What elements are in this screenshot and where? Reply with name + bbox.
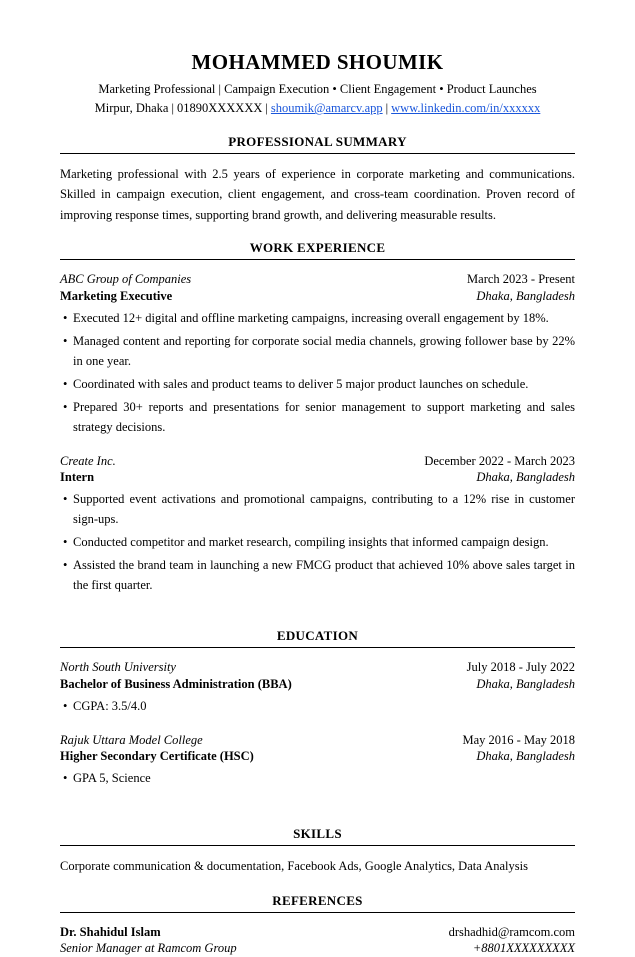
referee-name: Dr. Shahidul Islam [60,925,161,939]
section-heading-education: EDUCATION [60,628,575,648]
bullet-item: • Executed 12+ digital and offline marketing campaigns, increasing overall engagement by 18%. [60,308,575,328]
education-location: Dhaka, Bangladesh [476,676,575,691]
bullet-item: • Assisted the brand team in launching a new FMCG product that achieved 10% above sales target in the first quarter. [60,555,575,595]
contact-phone: 01890XXXXXX [176,101,263,116]
section-education [60,628,575,788]
referee-phone: +8801XXXXXXXXX [472,941,575,956]
education-dates: July 2018 - July 2022 [466,660,575,675]
education-bullet-list [60,768,575,788]
contact-location: Mirpur, Dhaka [94,101,169,116]
contact-separator: | [171,101,174,116]
reference-entry [60,924,575,957]
school-name: Rajuk Uttara Model College [60,732,203,747]
candidate-tagline: Marketing Professional | Campaign Execution • Client Engagement • Product Launches [98,82,537,96]
job-bullet-list [60,308,575,437]
job-company: ABC Group of Companies [60,272,192,287]
section-heading-experience: WORK EXPERIENCE [60,240,575,260]
candidate-name: MOHAMMED SHOUMIK [191,50,444,74]
bullet-item: • Managed content and reporting for corporate social media channels, growing follower base by 22% in one year. [60,331,575,371]
education-entry [60,659,575,716]
job-title: Intern [60,470,95,485]
skills-line: Corporate communication & documentation, Facebook Ads, Google Analytics, Data Analysis [60,859,528,874]
bullet-item: • Supported event activations and promotional campaigns, contributing to a 12% rise in customer sign-ups. [60,489,575,529]
job-location: Dhaka, Bangladesh [476,470,575,485]
resume-header [60,50,575,117]
reference-entry-header [60,924,575,957]
job-bullet-list [60,489,575,595]
job-dates: December 2022 - March 2023 [424,453,575,468]
bullet-item: • Coordinated with sales and product teams to deliver 5 major product launches on schedule. [60,374,575,394]
job-location: Dhaka, Bangladesh [476,288,575,303]
job-company: Create Inc. [60,453,116,468]
referee-title: Senior Manager at Ramcom Group [60,941,237,956]
bullet-item: • GPA 5, Science [60,768,575,788]
summary-paragraph: Marketing professional with 2.5 years of experience in corporate marketing and communications. Skilled in campaign execution, client engagement, and cross-team coordination. Proven record of improving response times, supporting brand growth, and delivering measurable results. [60,166,575,222]
linkedin-link[interactable]: www.linkedin.com/in/xxxxxx [391,101,541,116]
job-title: Marketing Executive [60,288,173,303]
contact-separator: | [265,101,268,116]
bullet-item: • Conducted competitor and market research, compiling insights that informed campaign design. [60,532,575,552]
degree-name: Higher Secondary Certificate (HSC) [60,749,254,764]
section-heading-summary: PROFESSIONAL SUMMARY [60,134,575,154]
job-entry-header [60,271,575,304]
section-work-experience [60,240,575,595]
section-professional-summary [60,134,575,226]
degree-name: Bachelor of Business Administration (BBA) [60,676,292,691]
job-dates: March 2023 - Present [467,272,575,287]
education-bullet-list [60,696,575,716]
bullet-item: • CGPA: 3.5/4.0 [60,696,575,716]
contact-line [60,100,575,116]
job-entry [60,271,575,437]
email-link[interactable]: shoumik@amarcv.app [270,101,383,116]
education-location: Dhaka, Bangladesh [476,749,575,764]
job-entry-header [60,453,575,486]
education-dates: May 2016 - May 2018 [462,732,575,747]
education-entry [60,732,575,789]
referee-email: drshadhid@ramcom.com [448,925,575,939]
education-entry-header [60,659,575,692]
education-entry-header [60,732,575,765]
school-name: North South University [60,660,176,675]
section-heading-skills: SKILLS [60,826,575,846]
bullet-item: • Prepared 30+ reports and presentations for senior management to support marketing and sales strategy decisions. [60,397,575,437]
job-entry [60,453,575,596]
section-references [60,893,575,957]
section-heading-references: REFERENCES [60,893,575,913]
contact-separator: | [385,101,389,116]
section-skills [60,826,575,877]
